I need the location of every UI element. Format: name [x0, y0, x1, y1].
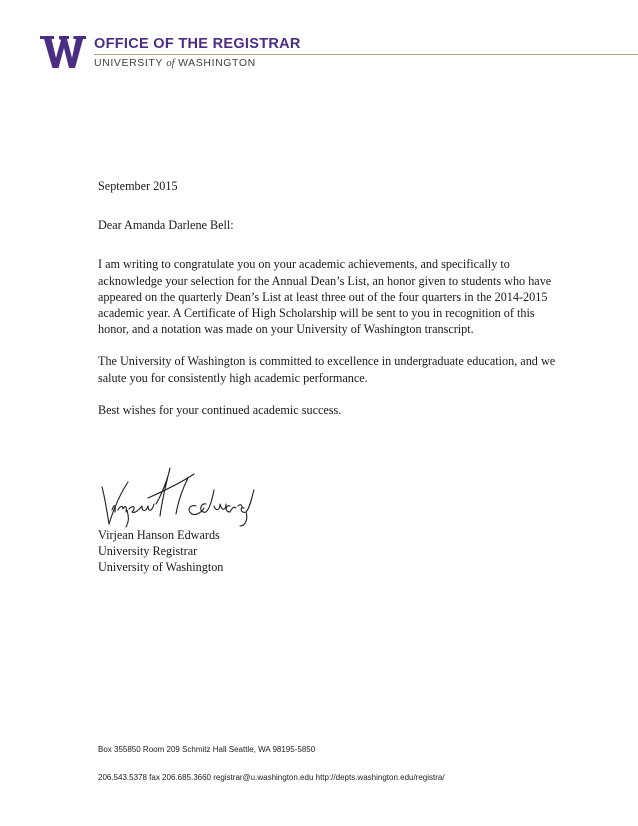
university-name: [94, 57, 256, 69]
letterhead: [40, 36, 638, 72]
paragraph-closing: Best wishes for your continued academic success.: [98, 402, 342, 417]
university-prefix: UNIVERSITY: [94, 57, 163, 69]
signer-name: Virjean Hanson Edwards: [98, 528, 220, 542]
paragraph-commitment: The University of Washington is committed to excellence in undergraduate education, and we salute you for consistently high academic performance.: [98, 354, 556, 385]
signer-title: University Registrar: [98, 544, 198, 559]
header-rule: [94, 54, 638, 55]
office-title: OFFICE OF THE REGISTRAR: [94, 36, 301, 52]
signature-block: [98, 527, 223, 576]
university-suffix: WASHINGTON: [178, 57, 256, 69]
paragraph-congratulations: I am writing to congratulate you on your academic achievements, and specifically to acknowledge your selection for the Annual Dean’s List, an honor given to students who have appeared on the quarterly Dean’s List at least three out of the four quarters in the 2014-2015 academic year. A Certificate of High Scholarship will be sent to you in recognition of this honor, and a notation was made on your University of Washington transcript.: [98, 257, 552, 337]
salutation: Dear Amanda Darlene Bell:: [98, 218, 234, 233]
uw-logo: [40, 36, 86, 68]
footer-contact: 206.543.5378 fax 206.685.3660 registrar@u.washington.edu http://depts.washington.edu/registra/: [98, 773, 445, 782]
university-of: of: [166, 58, 175, 69]
letter-date: September 2015: [98, 179, 178, 193]
handwritten-signature: [96, 460, 256, 530]
signer-organization: University of Washington: [98, 560, 224, 575]
letter-body: [98, 178, 568, 434]
footer-address: Box 355850 Room 209 Schmitz Hall Seattle, WA 98195-5850: [98, 745, 316, 754]
